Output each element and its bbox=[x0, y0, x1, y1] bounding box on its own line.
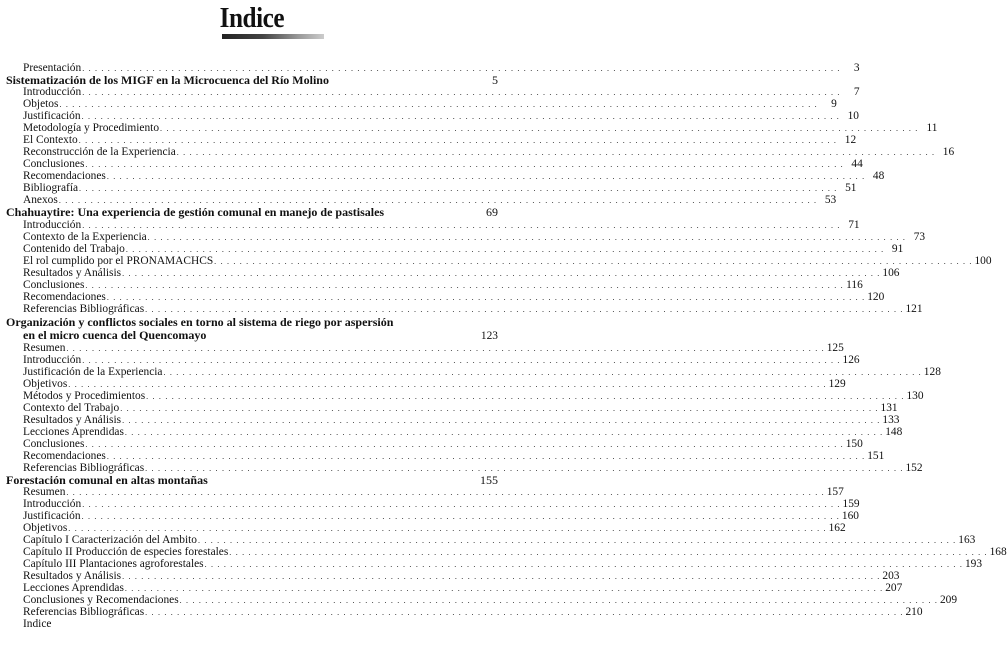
dot-leader: . . . . . . . . . . . . . . . . . . . . . . . . . . . . . . . . . . . . . . . . . . . . . . . . . . . . . . . . . . . . . . . . . . . . . . . . . . . . . . . . . . . . . . . . . . . . . . . . . . . . . . . . . . . . . . . . . . . . . . . bbox=[124, 427, 884, 437]
title-underline-bar bbox=[222, 34, 324, 39]
toc-entry-label: Justificación bbox=[23, 110, 81, 123]
toc-entry[interactable] bbox=[6, 485, 844, 498]
toc-entry[interactable] bbox=[6, 158, 863, 171]
toc-page-number: 207 bbox=[885, 581, 903, 594]
toc-entry[interactable] bbox=[6, 278, 863, 291]
dot-leader: . . . . . . . . . . . . . . . . . . . . . . . . . . . . . . . . . . . . . . . . . . . . . . . . . . . . . . . . . . . . . . . . . . . . . . . . . . . . . . . . . . . . . . . . . . . . . . . . . . . . . . . . . . . . . . . . . . . . . . . bbox=[66, 343, 825, 353]
toc-entry[interactable] bbox=[6, 557, 983, 570]
dot-leader: . . . . . . . . . . . . . . . . . . . . . . . . . . . . . . . . . . . . . . . . . . . . . . . . . . . . . . . . . . . . . . . . . . . . . . . . . . . . . . . . . . . . . . . . . . . . . . . . . . . . . . . . . . . . . . . . . . . . . . . bbox=[122, 571, 881, 581]
page-title: Indice bbox=[219, 3, 285, 34]
dot-leader: . . . . . . . . . . . . . . . . . . . . . . . . . . . . . . . . . . . . . . . . . . . . . . . . . . . . . . . . . . . . . . . . . . . . . . . . . . . . . . . . . . . . . . . . . . . . . . . . . . . . . . . . . . . . . . . . . . . . . . . bbox=[122, 415, 881, 425]
toc-page-number: 11 bbox=[926, 122, 938, 135]
toc-entry[interactable] bbox=[6, 218, 860, 231]
toc-entry[interactable] bbox=[6, 569, 900, 582]
toc-section-entry[interactable] bbox=[6, 474, 498, 486]
toc-entry[interactable] bbox=[6, 341, 844, 354]
toc-entry-label: Capítulo III Plantaciones agroforestales bbox=[23, 557, 204, 570]
dot-leader: . . . . . . . . . . . . . . . . . . . . . . . . . . . . . . . . . . . . . . . . . . . . . . . . . . . . . . . . . . . . . . . . . . . . . . . . . . . . . . . . . . . . . . . . . . . . . . . . . . . . . . . . . . . . . . . . . . . . . . . bbox=[176, 148, 936, 158]
toc-entry[interactable] bbox=[6, 365, 941, 378]
toc-entry-label: Conclusiones y Recomendaciones bbox=[23, 593, 179, 606]
toc-entry-label: Lecciones Aprendidas bbox=[23, 425, 124, 438]
toc-entry-label: Anexos bbox=[23, 194, 58, 207]
toc-page-number: 91 bbox=[891, 242, 904, 255]
toc-section-entry[interactable] bbox=[6, 316, 498, 342]
toc-entry[interactable] bbox=[6, 605, 923, 618]
toc-entry-label: Presentación bbox=[23, 62, 82, 74]
dot-leader: . . . . . . . . . . . . . . . . . . . . . . . . . . . . . . . . . . . . . . . . . . . . . . . . . . . . . . . . . . . . . . . . . . . . . . . . . . . . . . . . . . . . . . . . . . . . . . . . . . . . . . . . . . . . . . . . . . . . . . . bbox=[106, 292, 866, 302]
toc-page-number: 73 bbox=[913, 230, 926, 243]
toc-entry-label: Indice bbox=[23, 617, 52, 630]
toc-page-number: 48 bbox=[872, 170, 885, 183]
toc-page-number: 130 bbox=[906, 389, 924, 402]
toc-page-number: 128 bbox=[923, 365, 941, 378]
toc-entry[interactable] bbox=[6, 302, 923, 315]
toc-entry-label: Métodos y Procedimientos bbox=[23, 389, 146, 402]
dot-leader: . . . . . . . . . . . . . . . . . . . . . . . . . . . . . . . . . . . . . . . . . . . . . . . . . . . . . . . . . . . . . . . . . . . . . . . . . . . . . . . . . . . . . . . . . . . . . . . . . . . . . . . . . . . . . . . . . . . . . . . bbox=[85, 160, 844, 170]
toc-entry-label: El rol cumplido por el PRONAMACHCS bbox=[23, 254, 214, 267]
dot-leader: . . . . . . . . . . . . . . . . . . . . . . . . . . . . . . . . . . . . . . . . . . . . . . . . . . . . . . . . . . . . . . . . . . . . . . . . . . . . . . . . . . . . . . . . . . . . . . . . . . . . . . . . . . . . . . . . . . . . . . . bbox=[85, 280, 844, 290]
toc-entry-label: El Contexto bbox=[23, 134, 78, 147]
dot-leader: . . . . . . . . . . . . . . . . . . . . . . . . . . . . . . . . . . . . . . . . . . . . . . . . . . . . . . . . . . . . . . . . . . . . . . . . . . . . . . . . . . . . . . . . . . . . . . . . . . . . . . . . . . . . . . . . . . . . . . . bbox=[85, 439, 844, 449]
toc-page-number: 125 bbox=[826, 341, 844, 354]
dot-leader: . . . . . . . . . . . . . . . . . . . . . . . . . . . . . . . . . . . . . . . . . . . . . . . . . . . . . . . . . . . . . . . . . . . . . . . . . . . . . . . . . . . . . . . . . . . . . . . . . . . . . . . . . . . . . . . . . . . . . . . bbox=[58, 196, 818, 206]
toc-page-number: 162 bbox=[828, 521, 846, 534]
toc-page-number: 69 bbox=[486, 205, 498, 220]
toc-entry-label: Introducción bbox=[23, 497, 82, 510]
toc-entry-label: Recomendaciones bbox=[23, 290, 106, 303]
toc-entry[interactable] bbox=[6, 254, 992, 267]
toc-page-number: 120 bbox=[867, 290, 885, 303]
toc-entry-label: Lecciones Aprendidas bbox=[23, 581, 124, 594]
title-wrap bbox=[0, 4, 504, 34]
toc-entry-label: Referencias Bibliográficas bbox=[23, 461, 145, 474]
toc-entry[interactable] bbox=[6, 461, 923, 474]
toc-page-number: 159 bbox=[842, 497, 860, 510]
toc-page-number: 203 bbox=[882, 569, 900, 582]
toc-entry[interactable] bbox=[6, 425, 903, 438]
toc-page-number: 151 bbox=[867, 449, 885, 462]
dot-leader: . . . . . . . . . . . . . . . . . . . . . . . . . . . . . . . . . . . . . . . . . . . . . . . . . . . . . . . . . . . . . . . . . . . . . . . . . . . . . . . . . . . . . . . . . . . . . . . . . . . . . . . . . . . . . . . . . . . . . . . bbox=[106, 451, 866, 461]
toc-page-number: 9 bbox=[831, 98, 837, 111]
dot-leader: . . . . . . . . . . . . . . . . . . . . . . . . . . . . . . . . . . . . . . . . . . . . . . . . . . . . . . . . . . . . . . . . . . . . . . . . . . . . . . . . . . . . . . . . . . . . . . . . . . . . . . . . . . . . . . . . . . . . . . . bbox=[204, 559, 964, 569]
toc-page-number: 10 bbox=[847, 110, 859, 123]
toc-section-entry[interactable] bbox=[6, 206, 498, 218]
dot-leader: . . . . . . . . . . . . . . . . . . . . . . . . . . . . . . . . . . . . . . . . . . . . . . . . . . . . . . . . . . . . . . . . . . . . . . . . . . . . . . . . . . . . . . . . . . . . . . . . . . . . . . . . . . . . . . . . . . . . . . . bbox=[179, 595, 939, 605]
toc-entry[interactable] bbox=[6, 521, 846, 534]
toc-page-number: 209 bbox=[939, 593, 958, 606]
dot-leader: . . . . . . . . . . . . . . . . . . . . . . . . . . . . . . . . . . . . . . . . . . . . . . . . . . . . . . . . . . . . . . . . . . . . . . . . . . . . . . . . . . . . . . . . . . . . . . . . . . . . . . . . . . . . . . . . . . . . . . . bbox=[82, 64, 841, 73]
toc-section-title: Organización y conflictos sociales en torno al sistema de riego por aspersión bbox=[6, 315, 394, 330]
toc-page-number: 131 bbox=[880, 401, 898, 414]
dot-leader: . . . . . . . . . . . . . . . . . . . . . . . . . . . . . . . . . . . . . . . . . . . . . . . . . . . . . . . . . . . . . . . . . . . . . . . . . . . . . . . . . . . . . . . . . . . . . . . . . . . . . . . . . . . . . . . . . . . . . . . bbox=[82, 88, 841, 98]
toc-page-number: 5 bbox=[492, 73, 498, 87]
toc-entry[interactable] bbox=[6, 533, 976, 546]
toc-entry[interactable] bbox=[6, 497, 860, 510]
toc-entry[interactable] bbox=[6, 401, 898, 414]
toc-entry-label: Capítulo I Caracterización del Ambito bbox=[23, 533, 197, 546]
toc-entry-label: Metodología y Procedimiento bbox=[23, 122, 160, 135]
toc-entry-label: Introducción bbox=[23, 353, 82, 366]
toc-page-number: 133 bbox=[882, 413, 900, 426]
toc-entry-label: Resultados y Análisis bbox=[23, 569, 122, 582]
toc-page-number: 71 bbox=[848, 218, 860, 231]
dot-leader: . . . . . . . . . . . . . . . . . . . . . . . . . . . . . . . . . . . . . . . . . . . . . . . . . . . . . . . . . . . . . . . . . . . . . . . . . . . . . . . . . . . . . . . . . . . . . . . . . . . . . . . . . . . . . . . . . . . . . . . bbox=[122, 268, 881, 278]
toc-entry[interactable] bbox=[6, 437, 863, 450]
toc-page-number: 44 bbox=[851, 158, 863, 171]
dot-leader: . . . . . . . . . . . . . . . . . . . . . . . . . . . . . . . . . . . . . . . . . . . . . . . . . . . . . . . . . . . . . . . . . . . . . . . . . . . . . . . . . . . . . . . . . . . . . . . . . . . . . . . . . . . . . . . . . . . . . . . bbox=[68, 523, 827, 533]
dot-leader: . . . . . . . . . . . . . . . . . . . . . . . . . . . . . . . . . . . . . . . . . . . . . . . . . . . . . . . . . . . . . . . . . . . . . . . . . . . . . . . . . . . . . . . . . . . . . . . . . . . . . . . . . . . . . . . . . . . . . . . bbox=[120, 403, 879, 413]
dot-leader: . . . . . . . . . . . . . . . . . . . . . . . . . . . . . . . . . . . . . . . . . . . . . . . . . . . . . . . . . . . . . . . . . . . . . . . . . . . . . . . . . . . . . . . . . . . . . . . . . . . . . . . . . . . . . . . . . . . . . . . bbox=[66, 487, 825, 497]
dot-leader: . . . . . . . . . . . . . . . . . . . . . . . . . . . . . . . . . . . . . . . . . . . . . . . . . . . . . . . . . . . . . . . . . . . . . . . . . . . . . . . . . . . . . . . . . . . . . . . . . . . . . . . . . . . . . . . . . . . . . . . bbox=[197, 535, 957, 545]
toc-entry[interactable] bbox=[6, 242, 904, 255]
dot-leader: . . . . . . . . . . . . . . . . . . . . . . . . . . . . . . . . . . . . . . . . . . . . . . . . . . . . . . . . . . . . . . . . . . . . . . . . . . . . . . . . . . . . . . . . . . . . . . . . . . . . . . . . . . . . . . . . . . . . . . . bbox=[147, 232, 907, 242]
dot-leader: . . . . . . . . . . . . . . . . . . . . . . . . . . . . . . . . . . . . . . . . . . . . . . . . . . . . . . . . . . . . . . . . . . . . . . . . . . . . . . . . . . . . . . . . . . . . . . . . . . . . . . . . . . . . . . . . . . . . . . . bbox=[82, 220, 841, 230]
toc-entry[interactable] bbox=[6, 377, 846, 390]
toc-entry-label: Referencias Bibliográficas bbox=[23, 605, 145, 618]
toc-entry[interactable] bbox=[6, 618, 498, 630]
toc-entry-label: Contexto de la Experiencia bbox=[23, 230, 147, 243]
dot-leader: . . . . . . . . . . . . . . . . . . . . . . . . . . . . . . . . . . . . . . . . . . . . . . . . . . . . . . . . . . . . . . . . . . . . . . . . . . . . . . . . . . . . . . . . . . . . . . . . . . . . . . . . . . . . . . . . . . . . . . . bbox=[81, 511, 840, 521]
dot-leader: . . . . . . . . . . . . . . . . . . . . . . . . . . . . . . . . . . . . . . . . . . . . . . . . . . . . . . . . . . . . . . . . . . . . . . . . . . . . . . . . . . . . . . . . . . . . . . . . . . . . . . . . . . . . . . . . . . . . . . . bbox=[145, 304, 904, 314]
toc-entry[interactable] bbox=[6, 110, 859, 123]
toc-page-number: 123 bbox=[480, 329, 498, 342]
toc-section-title: Chahuaytire: Una experiencia de gestión comunal en manejo de pastisales bbox=[6, 205, 385, 220]
toc-page-number: 121 bbox=[905, 302, 923, 315]
toc-entry-label: Conclusiones bbox=[23, 278, 85, 291]
toc-page-number: 3 bbox=[853, 62, 860, 74]
dot-leader: . . . . . . . . . . . . . . . . . . . . . . . . . . . . . . . . . . . . . . . . . . . . . . . . . . . . . . . . . . . . . . . . . . . . . . . . . . . . . . . . . . . . . . . . . . . . . . . . . . . . . . . . . . . . . . . . . . . . . . . bbox=[68, 379, 827, 389]
toc-entry-label: Introducción bbox=[23, 86, 82, 99]
toc-entry-label: Conclusiones bbox=[23, 437, 85, 450]
dot-leader: . . . . . . . . . . . . . . . . . . . . . . . . . . . . . . . . . . . . . . . . . . . . . . . . . . . . . . . . . . . . . . . . . . . . . . . . . . . . . . . . . . . . . . . . . . . . . . . . . . . . . . . . . . . . . . . . . . . . . . . bbox=[81, 112, 840, 122]
toc-page-number: 155 bbox=[480, 472, 498, 487]
toc-entry-label: Objetivos bbox=[23, 377, 68, 390]
toc-entry[interactable] bbox=[6, 290, 885, 303]
toc-entry[interactable] bbox=[6, 266, 900, 279]
dot-leader: . . . . . . . . . . . . . . . . . . . . . . . . . . . . . . . . . . . . . . . . . . . . . . . . . . . . . . . . . . . . . . . . . . . . . . . . . . . . . . . . . . . . . . . . . . . . . . . . . . . . . . . . . . . . . . . . . . . . . . . bbox=[214, 256, 973, 266]
toc-page-number: 210 bbox=[905, 605, 923, 618]
dot-leader: . . . . . . . . . . . . . . . . . . . . . . . . . . . . . . . . . . . . . . . . . . . . . . . . . . . . . . . . . . . . . . . . . . . . . . . . . . . . . . . . . . . . . . . . . . . . . . . . . . . . . . . . . . . . . . . . . . . . . . . bbox=[124, 583, 884, 593]
dot-leader: . . . . . . . . . . . . . . . . . . . . . . . . . . . . . . . . . . . . . . . . . . . . . . . . . . . . . . . . . . . . . . . . . . . . . . . . . . . . . . . . . . . . . . . . . . . . . . . . . . . . . . . . . . . . . . . . . . . . . . . bbox=[145, 463, 904, 473]
toc-entry-label: Reconstrucción de la Experiencia bbox=[23, 146, 176, 159]
toc-entry[interactable] bbox=[6, 389, 924, 402]
toc-entry-label: Objetivos bbox=[23, 521, 68, 534]
dot-leader: . . . . . . . . . . . . . . . . . . . . . . . . . . . . . . . . . . . . . . . . . . . . . . . . . . . . . . . . . . . . . . . . . . . . . . . . . . . . . . . . . . . . . . . . . . . . . . . . . . . . . . . . . . . . . . . . . . . . . . . bbox=[78, 136, 838, 146]
toc-entry[interactable] bbox=[6, 122, 938, 135]
toc-page-number: 152 bbox=[905, 461, 923, 474]
toc-page-number: 100 bbox=[974, 254, 992, 267]
toc-page-number: 12 bbox=[844, 134, 857, 147]
toc-entry[interactable] bbox=[6, 545, 1007, 558]
toc-entry[interactable] bbox=[6, 146, 955, 159]
dot-leader: . . . . . . . . . . . . . . . . . . . . . . . . . . . . . . . . . . . . . . . . . . . . . . . . . . . . . . . . . . . . . . . . . . . . . . . . . . . . . . . . . . . . . . . . . . . . . . . . . . . . . . . . . . . . . . . . . . . . . . . bbox=[145, 607, 904, 617]
dot-leader: . . . . . . . . . . . . . . . . . . . . . . . . . . . . . . . . . . . . . . . . . . . . . . . . . . . . . . . . . . . . . . . . . . . . . . . . . . . . . . . . . . . . . . . . . . . . . . . . . . . . . . . . . . . . . . . . . . . . . . . bbox=[82, 355, 841, 365]
toc-entry[interactable] bbox=[6, 182, 857, 195]
toc-page-number: 150 bbox=[845, 437, 863, 450]
toc-page-number: 126 bbox=[842, 353, 860, 366]
toc-entry-label: Justificación bbox=[23, 509, 81, 522]
toc-page-number: 148 bbox=[885, 425, 903, 438]
dot-leader: . . . . . . . . . . . . . . . . . . . . . . . . . . . . . . . . . . . . . . . . . . . . . . . . . . . . . . . . . . . . . . . . . . . . . . . . . . . . . . . . . . . . . . . . . . . . . . . . . . . . . . . . . . . . . . . . . . . . . . . bbox=[125, 244, 885, 254]
toc-page-number: 129 bbox=[828, 377, 846, 390]
toc-entry[interactable] bbox=[6, 449, 885, 462]
toc-page-number: 16 bbox=[942, 146, 955, 159]
toc-entry[interactable] bbox=[6, 413, 900, 426]
toc-page-number: 193 bbox=[964, 557, 983, 570]
toc-page-number: 51 bbox=[845, 182, 857, 195]
toc-page-number: 168 bbox=[989, 545, 1007, 558]
toc-entry-label: Resumen bbox=[23, 485, 66, 498]
dot-leader: . . . . . . . . . . . . . . . . . . . . . . . . . . . . . . . . . . . . . . . . . . . . . . . . . . . . . . . . . . . . . . . . . . . . . . . . . . . . . . . . . . . . . . . . . . . . . . . . . . . . . . . . . . . . . . . . . . . . . . . bbox=[229, 547, 988, 557]
dot-leader: . . . . . . . . . . . . . . . . . . . . . . . . . . . . . . . . . . . . . . . . . . . . . . . . . . . . . . . . . . . . . . . . . . . . . . . . . . . . . . . . . . . . . . . . . . . . . . . . . . . . . . . . . . . . . . . . . . . . . . . bbox=[82, 499, 841, 509]
toc-entry-label: Capítulo II Producción de especies forestales bbox=[23, 545, 229, 558]
toc-entry-label: Objetos bbox=[23, 98, 59, 111]
toc-page-number: 163 bbox=[958, 533, 976, 546]
toc-entry-label: Recomendaciones bbox=[23, 170, 106, 183]
toc-page-number: 160 bbox=[841, 509, 859, 522]
toc-entry[interactable] bbox=[6, 98, 837, 111]
toc-entry-label: Recomendaciones bbox=[23, 449, 106, 462]
toc-entry-label: Bibliografía bbox=[23, 182, 79, 195]
dot-leader: . . . . . . . . . . . . . . . . . . . . . . . . . . . . . . . . . . . . . . . . . . . . . . . . . . . . . . . . . . . . . . . . . . . . . . . . . . . . . . . . . . . . . . . . . . . . . . . . . . . . . . . . . . . . . . . . . . . . . . . bbox=[146, 391, 905, 401]
toc-page-number: 157 bbox=[826, 485, 844, 498]
toc-entry[interactable] bbox=[6, 170, 885, 183]
toc-entry[interactable] bbox=[6, 509, 859, 522]
toc-section-title: Forestación comunal en altas montañas bbox=[6, 472, 208, 487]
dot-leader: . . . . . . . . . . . . . . . . . . . . . . . . . . . . . . . . . . . . . . . . . . . . . . . . . . . . . . . . . . . . . . . . . . . . . . . . . . . . . . . . . . . . . . . . . . . . . . . . . . . . . . . . . . . . . . . . . . . . . . . bbox=[163, 367, 922, 377]
toc-entry-label: Contenido del Trabajo bbox=[23, 242, 125, 255]
toc-entry[interactable] bbox=[6, 230, 926, 243]
toc-entry-label: Resumen bbox=[23, 341, 66, 354]
table-of-contents bbox=[6, 62, 1007, 630]
toc-page-number: 106 bbox=[882, 266, 900, 279]
toc-page-number: 7 bbox=[853, 86, 860, 99]
toc-page-number: 53 bbox=[824, 194, 837, 207]
dot-leader: . . . . . . . . . . . . . . . . . . . . . . . . . . . . . . . . . . . . . . . . . . . . . . . . . . . . . . . . . . . . . . . . . . . . . . . . . . . . . . . . . . . . . . . . . . . . . . . . . . . . . . . . . . . . . . . . . . . . . . . bbox=[59, 100, 818, 110]
toc-entry[interactable] bbox=[6, 581, 903, 594]
toc-section-entry[interactable] bbox=[6, 74, 498, 86]
toc-entry-label: Contexto del Trabajo bbox=[23, 401, 120, 414]
toc-entry-label: Justificación de la Experiencia bbox=[23, 365, 163, 378]
dot-leader: . . . . . . . . . . . . . . . . . . . . . . . . . . . . . . . . . . . . . . . . . . . . . . . . . . . . . . . . . . . . . . . . . . . . . . . . . . . . . . . . . . . . . . . . . . . . . . . . . . . . . . . . . . . . . . . . . . . . . . . bbox=[79, 184, 838, 194]
toc-entry-label: Resultados y Análisis bbox=[23, 413, 122, 426]
toc-entry[interactable] bbox=[6, 353, 860, 366]
toc-entry-label: Introducción bbox=[23, 218, 82, 231]
toc-entry-label: Referencias Bibliográficas bbox=[23, 302, 145, 315]
dot-leader: . . . . . . . . . . . . . . . . . . . . . . . . . . . . . . . . . . . . . . . . . . . . . . . . . . . . . . . . . . . . . . . . . . . . . . . . . . . . . . . . . . . . . . . . . . . . . . . . . . . . . . . . . . . . . . . . . . . . . . . bbox=[160, 124, 919, 134]
toc-page-number: 116 bbox=[846, 278, 863, 291]
toc-entry[interactable] bbox=[6, 134, 857, 147]
dot-leader: . . . . . . . . . . . . . . . . . . . . . . . . . . . . . . . . . . . . . . . . . . . . . . . . . . . . . . . . . . . . . . . . . . . . . . . . . . . . . . . . . . . . . . . . . . . . . . . . . . . . . . . . . . . . . . . . . . . . . . . bbox=[106, 172, 866, 182]
toc-entry-label: Conclusiones bbox=[23, 158, 85, 171]
toc-section-title: Sistematización de los MIGF en la Microcuenca del Río Molino bbox=[6, 73, 329, 87]
toc-entry[interactable] bbox=[6, 593, 958, 606]
toc-section-title-continued: en el micro cuenca del Quencomayo bbox=[23, 328, 207, 343]
toc-entry-label: Resultados y Análisis bbox=[23, 266, 122, 279]
toc-entry[interactable] bbox=[6, 86, 860, 99]
